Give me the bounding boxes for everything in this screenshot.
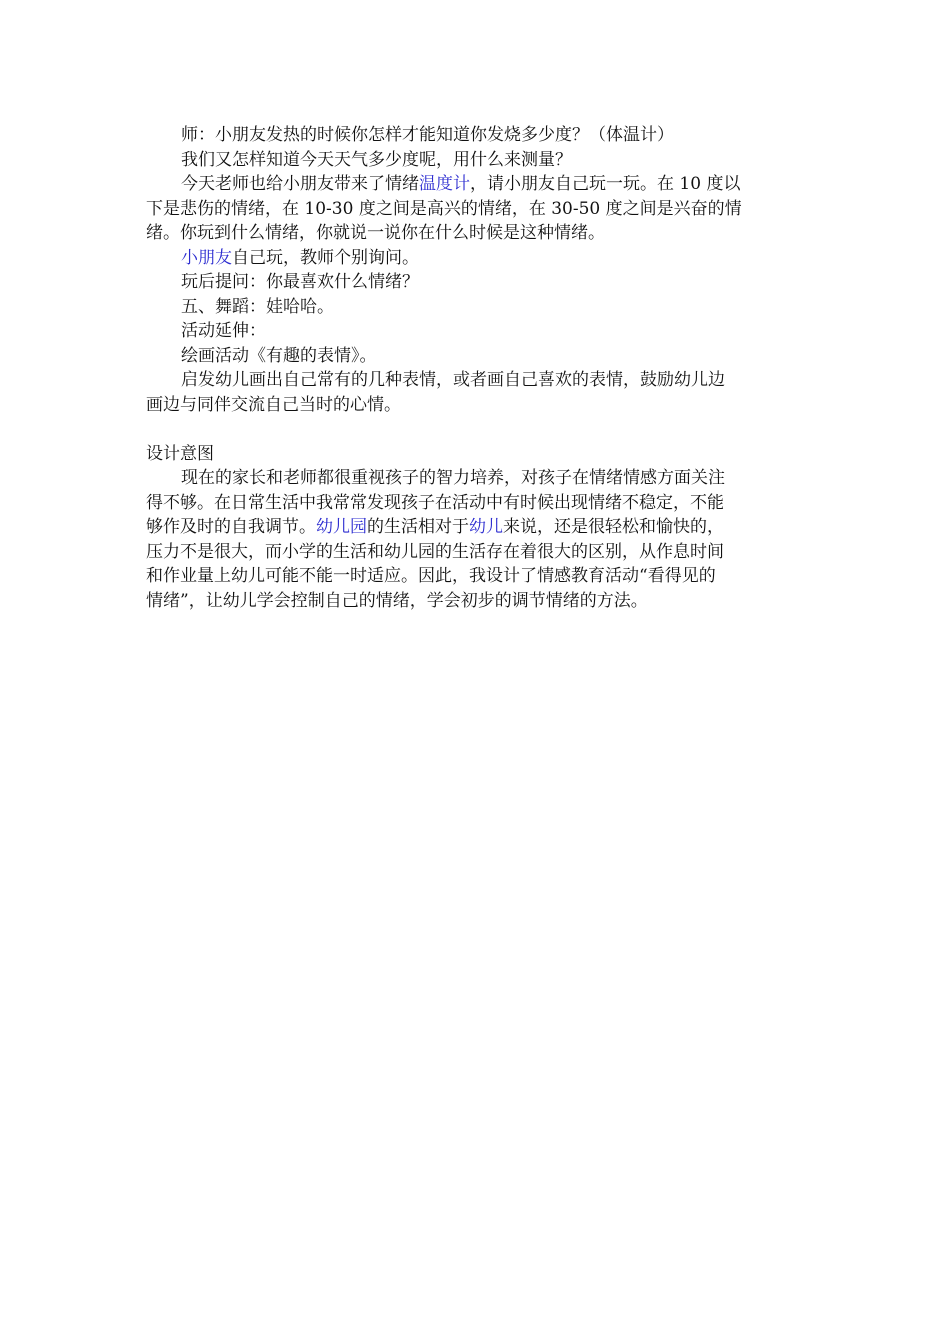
- thermometer-intro-line3: 绪。你玩到什么情绪，你就说一说你在什么时候是这种情绪。: [146, 223, 605, 243]
- children-play-line: [146, 246, 806, 271]
- design-intent-line3-mid: 的生活相对于: [367, 517, 469, 537]
- section-spacer: [146, 417, 806, 442]
- thermometer-intro-line2: 下是悲伤的情绪，在 10-30 度之间是高兴的情绪，在 30-50 度之间是兴奋的情: [146, 198, 742, 219]
- document-body: [146, 123, 806, 613]
- dance-item: 五、舞蹈：娃哈哈。: [181, 296, 334, 317]
- design-intent-line5: 和作业量上幼儿可能不能一时适应。因此，我设计了情感教育活动“看得见的: [146, 566, 716, 586]
- extension-activity-name: 绘画活动《有趣的表情》。: [181, 345, 377, 366]
- design-intent-line3: [146, 515, 806, 540]
- thermometer-intro-text: 今天老师也给小朋友带来了情绪: [181, 174, 419, 194]
- child-link[interactable]: 幼儿: [469, 517, 503, 537]
- thermometer-link[interactable]: 温度计: [419, 174, 470, 194]
- design-intent-heading: 设计意图: [146, 443, 214, 464]
- design-intent-line3-end: 来说，还是很轻松和愉快的，: [503, 517, 724, 537]
- design-intent-line4: 压力不是很大，而小学的生活和幼儿园的生活存在着很大的区别，从作息时间: [146, 541, 724, 562]
- thermometer-intro-text-after: ，请小朋友自己玩一玩。在 10 度以: [470, 174, 741, 194]
- teacher-question: 师：小朋友发热的时候你怎样才能知道你发烧多少度？（体温计）: [181, 125, 674, 145]
- design-intent-line6: 情绪”，让幼儿学会控制自己的情绪，学会初步的调节情绪的方法。: [146, 590, 648, 611]
- extension-line1: 启发幼儿画出自己常有的几种表情，或者画自己喜欢的表情，鼓励幼儿边: [181, 370, 725, 390]
- kindergarten-link[interactable]: 幼儿园: [316, 517, 367, 537]
- children-play-text: 自己玩，教师个别询问。: [232, 247, 419, 268]
- children-link[interactable]: 小朋友: [181, 247, 232, 268]
- extension-heading: 活动延伸：: [181, 321, 266, 341]
- after-question: 玩后提问：你最喜欢什么情绪？: [181, 272, 419, 292]
- design-intent-line2: 得不够。在日常生活中我常常发现孩子在活动中有时候出现情绪不稳定，不能: [146, 492, 724, 513]
- thermometer-intro-line1: [146, 172, 806, 197]
- design-intent-line1: 现在的家长和老师都很重视孩子的智力培养，对孩子在情绪情感方面关注: [181, 468, 725, 488]
- design-intent-line3-start: 够作及时的自我调节。: [146, 517, 316, 537]
- weather-question: 我们又怎样知道今天天气多少度呢，用什么来测量？: [181, 149, 572, 170]
- extension-line2: 画边与同伴交流自己当时的心情。: [146, 394, 401, 415]
